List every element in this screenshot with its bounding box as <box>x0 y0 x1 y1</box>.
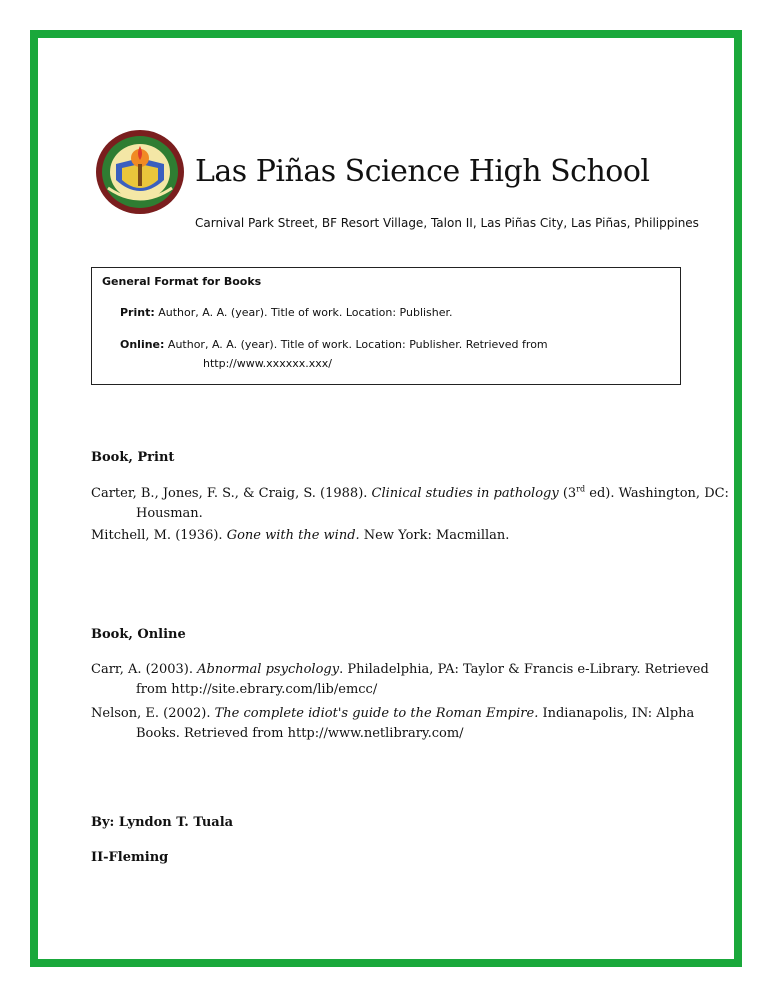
ref-publisher: . Philadelphia, PA: Taylor & Francis e-Library. Retrieved from http://site.ebrary.com/lib/emcc/ <box>136 662 709 697</box>
heading-book-online: Book, Online <box>91 627 186 642</box>
ref-authors: Mitchell, M. (1936). <box>91 528 227 543</box>
school-seal-icon <box>94 128 186 216</box>
section-line: II-Fleming <box>91 850 169 865</box>
format-online-label: Online: <box>120 338 165 351</box>
ref-publisher: New York: Macmillan. <box>359 528 510 543</box>
ref-title: Abnormal psychology <box>197 662 340 677</box>
format-online-url: http://www.xxxxxx.xxx/ <box>203 357 332 370</box>
ref-edition: (3 <box>558 486 577 501</box>
format-online-text: Author, A. A. (year). Title of work. Location: Publisher. Retrieved from <box>167 338 548 351</box>
format-online-line <box>120 338 548 351</box>
reference-entry <box>91 484 736 524</box>
format-print-text: Author, A. A. (year). Title of work. Location: Publisher. <box>158 306 453 319</box>
school-address: Carnival Park Street, BF Resort Village, Talon II, Las Piñas City, Las Piñas, Philippines <box>195 216 699 230</box>
ref-publisher: ed). Washington, DC: Housman. <box>136 486 729 521</box>
school-name: Las Piñas Science High School <box>195 154 650 189</box>
format-print-line <box>120 306 453 319</box>
ref-title: Clinical studies in pathology <box>371 486 559 501</box>
heading-book-print: Book, Print <box>91 450 175 465</box>
ref-publisher: Indianapolis, IN: Alpha Books. Retrieved from http://www.netlibrary.com/ <box>136 706 695 741</box>
ref-title: The complete idiot's guide to the Roman Empire. <box>214 706 539 721</box>
ref-title: Gone with the wind. <box>226 528 360 543</box>
general-format-box <box>91 267 681 385</box>
author-line: By: Lyndon T. Tuala <box>91 815 234 830</box>
reference-entry <box>91 526 736 546</box>
format-print-label: Print: <box>120 306 155 319</box>
ref-authors: Nelson, E. (2002). <box>91 706 215 721</box>
ref-edition-suffix: rd <box>576 484 586 494</box>
ref-authors: Carr, A. (2003). <box>91 662 198 677</box>
format-box-title: General Format for Books <box>102 275 262 288</box>
reference-entry <box>91 704 736 744</box>
ref-authors: Carter, B., Jones, F. S., & Craig, S. (1988). <box>91 486 372 501</box>
reference-entry <box>91 660 736 700</box>
